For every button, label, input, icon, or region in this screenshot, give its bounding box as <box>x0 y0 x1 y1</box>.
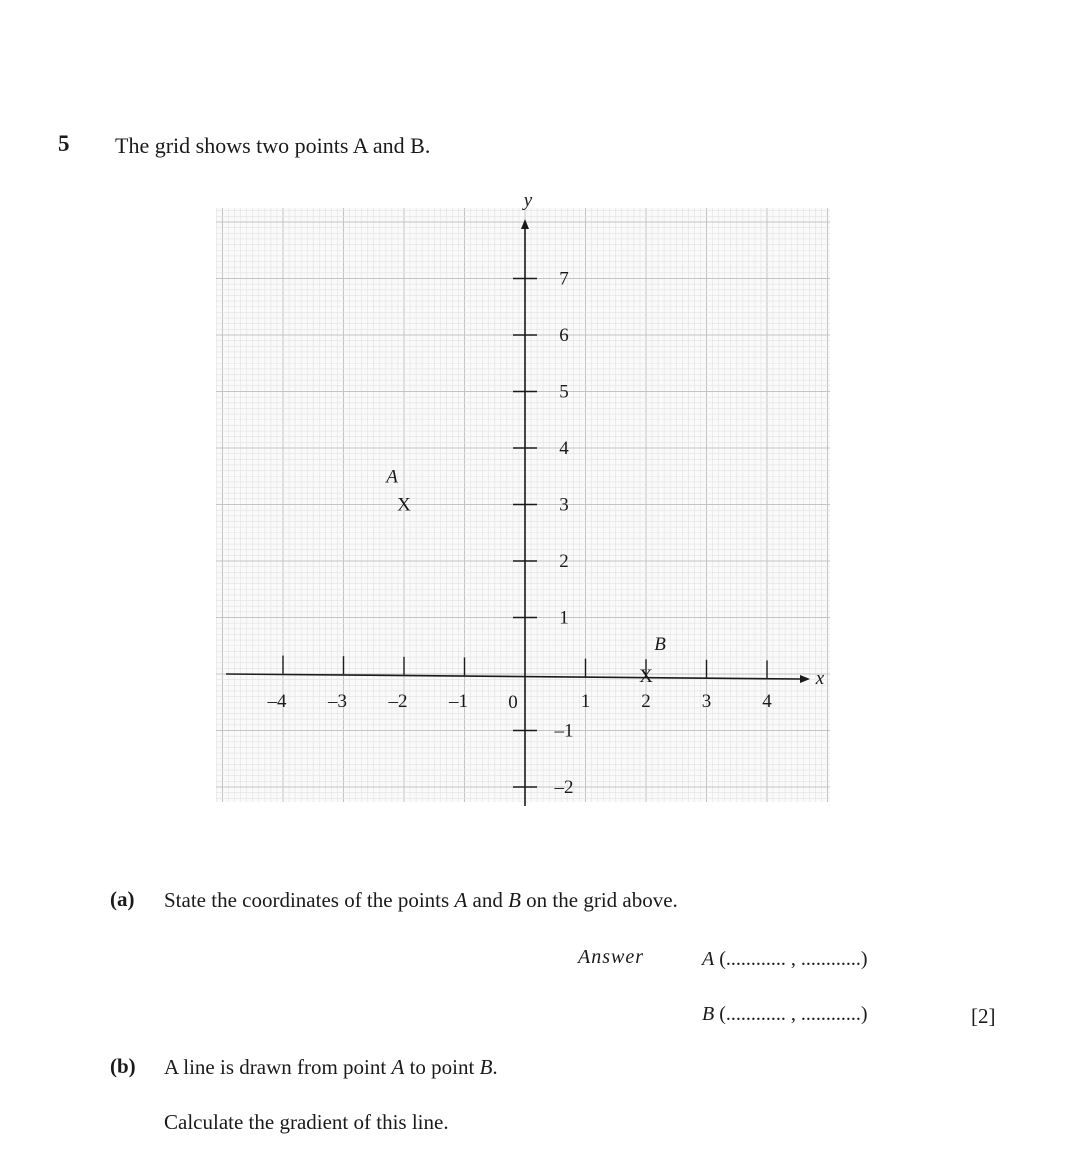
y-tick-label: 2 <box>559 551 569 572</box>
y-tick-label: 6 <box>559 325 569 346</box>
point-a-label: A <box>386 466 398 488</box>
point-b-label: B <box>654 634 666 655</box>
part-a-question: State the coordinates of the points A and B on the grid above. <box>164 888 678 912</box>
y-axis-label: y <box>523 190 533 211</box>
x-tick-label: 3 <box>701 691 712 712</box>
x-tick-label: 2 <box>641 691 651 712</box>
point-a-marker: X <box>397 494 411 516</box>
part-a-label: (a) <box>110 887 135 911</box>
x-tick-label: 4 <box>762 691 772 712</box>
x-tick-label: –2 <box>388 691 408 712</box>
marks-badge: [2] <box>971 1004 996 1028</box>
answer-label: Answer <box>578 946 644 968</box>
x-tick-label: –1 <box>449 691 468 712</box>
origin-label: 0 <box>508 692 518 713</box>
y-tick-label: 4 <box>559 438 569 459</box>
answer-b-field[interactable]: B (............ , ............) <box>702 1003 868 1025</box>
x-tick-label: –4 <box>267 691 287 712</box>
question-text: The grid shows two points A and B. <box>115 133 431 158</box>
y-tick-label: –1 <box>554 720 574 742</box>
part-b-question: A line is drawn from point A to point B. <box>164 1055 498 1079</box>
x-tick-label: 1 <box>580 691 591 712</box>
y-tick-label: 3 <box>559 494 569 516</box>
question-number: 5 <box>58 131 70 156</box>
answer-a-field[interactable]: A (............ , ............) <box>702 948 868 970</box>
y-tick-label: 1 <box>559 607 569 629</box>
y-tick-label: –2 <box>554 777 574 798</box>
y-tick-label: 7 <box>559 268 569 290</box>
part-b-label: (b) <box>110 1054 136 1078</box>
part-b-instruction: Calculate the gradient of this line. <box>164 1110 449 1134</box>
x-axis-label: x <box>815 668 825 689</box>
x-tick-label: –3 <box>328 691 347 712</box>
y-tick-label: 5 <box>559 381 569 403</box>
point-b-marker: X <box>639 666 653 687</box>
